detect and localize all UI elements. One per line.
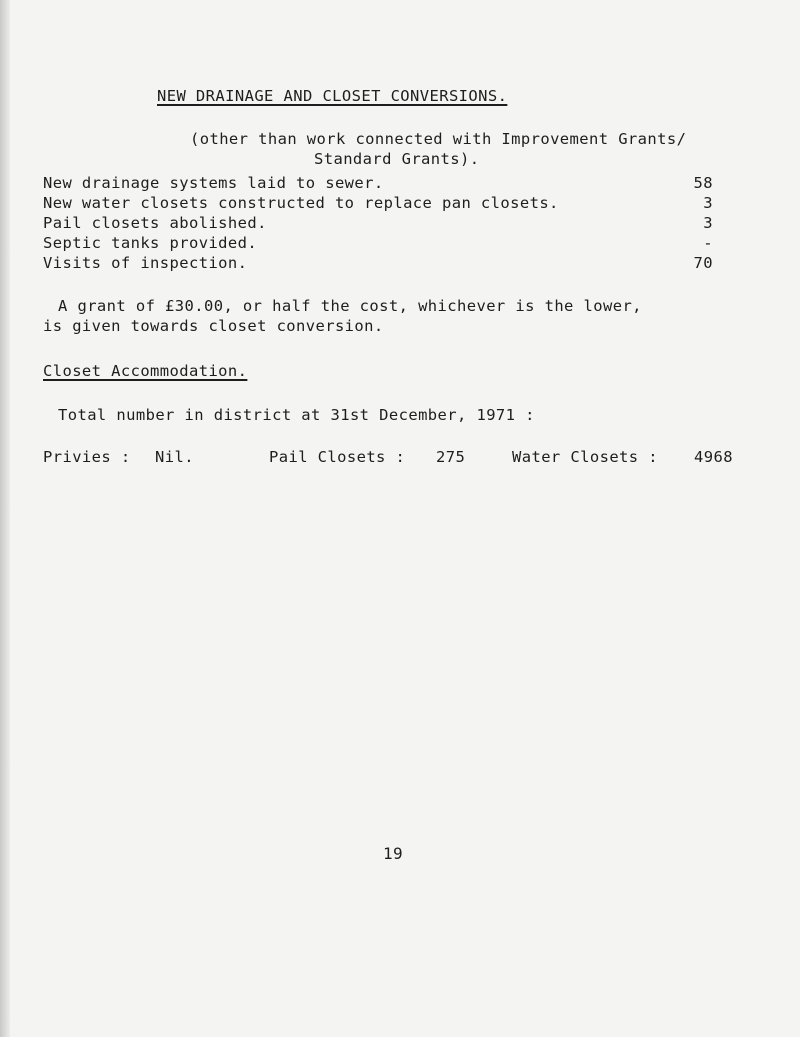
grant-line-1: A grant of £30.00, or half the cost, whichever is the lower, xyxy=(58,297,642,315)
section-heading: Closet Accommodation. xyxy=(43,362,248,380)
water-closets-label: Water Closets : xyxy=(512,448,658,466)
total-line: Total number in district at 31st December, 1971 : xyxy=(58,406,535,424)
stat-value-water-closets: 3 xyxy=(703,194,713,212)
subheading-line-2: Standard Grants). xyxy=(314,150,480,168)
stat-value-drainage: 58 xyxy=(693,174,713,192)
stat-label-pail-closets: Pail closets abolished. xyxy=(43,214,267,232)
stat-value-visits: 70 xyxy=(693,254,713,272)
stat-value-pail-closets: 3 xyxy=(703,214,713,232)
page-number: 19 xyxy=(383,844,404,863)
stat-value-septic-tanks: - xyxy=(703,234,713,252)
stat-label-septic-tanks: Septic tanks provided. xyxy=(43,234,258,252)
subheading-line-1: (other than work connected with Improvement Grants/ xyxy=(190,130,687,148)
water-closets-value: 4968 xyxy=(694,448,733,466)
stat-label-water-closets: New water closets constructed to replace pan closets. xyxy=(43,194,559,212)
privies-label: Privies : xyxy=(43,448,131,466)
privies-value: Nil. xyxy=(155,448,194,466)
pail-closets-value: 275 xyxy=(436,448,466,466)
grant-line-2: is given towards closet conversion. xyxy=(43,317,384,335)
page-edge-shadow xyxy=(0,0,10,1037)
pail-closets-label: Pail Closets : xyxy=(269,448,406,466)
stat-label-visits: Visits of inspection. xyxy=(43,254,248,272)
page-heading: NEW DRAINAGE AND CLOSET CONVERSIONS. xyxy=(157,87,508,105)
stat-label-drainage: New drainage systems laid to sewer. xyxy=(43,174,384,192)
